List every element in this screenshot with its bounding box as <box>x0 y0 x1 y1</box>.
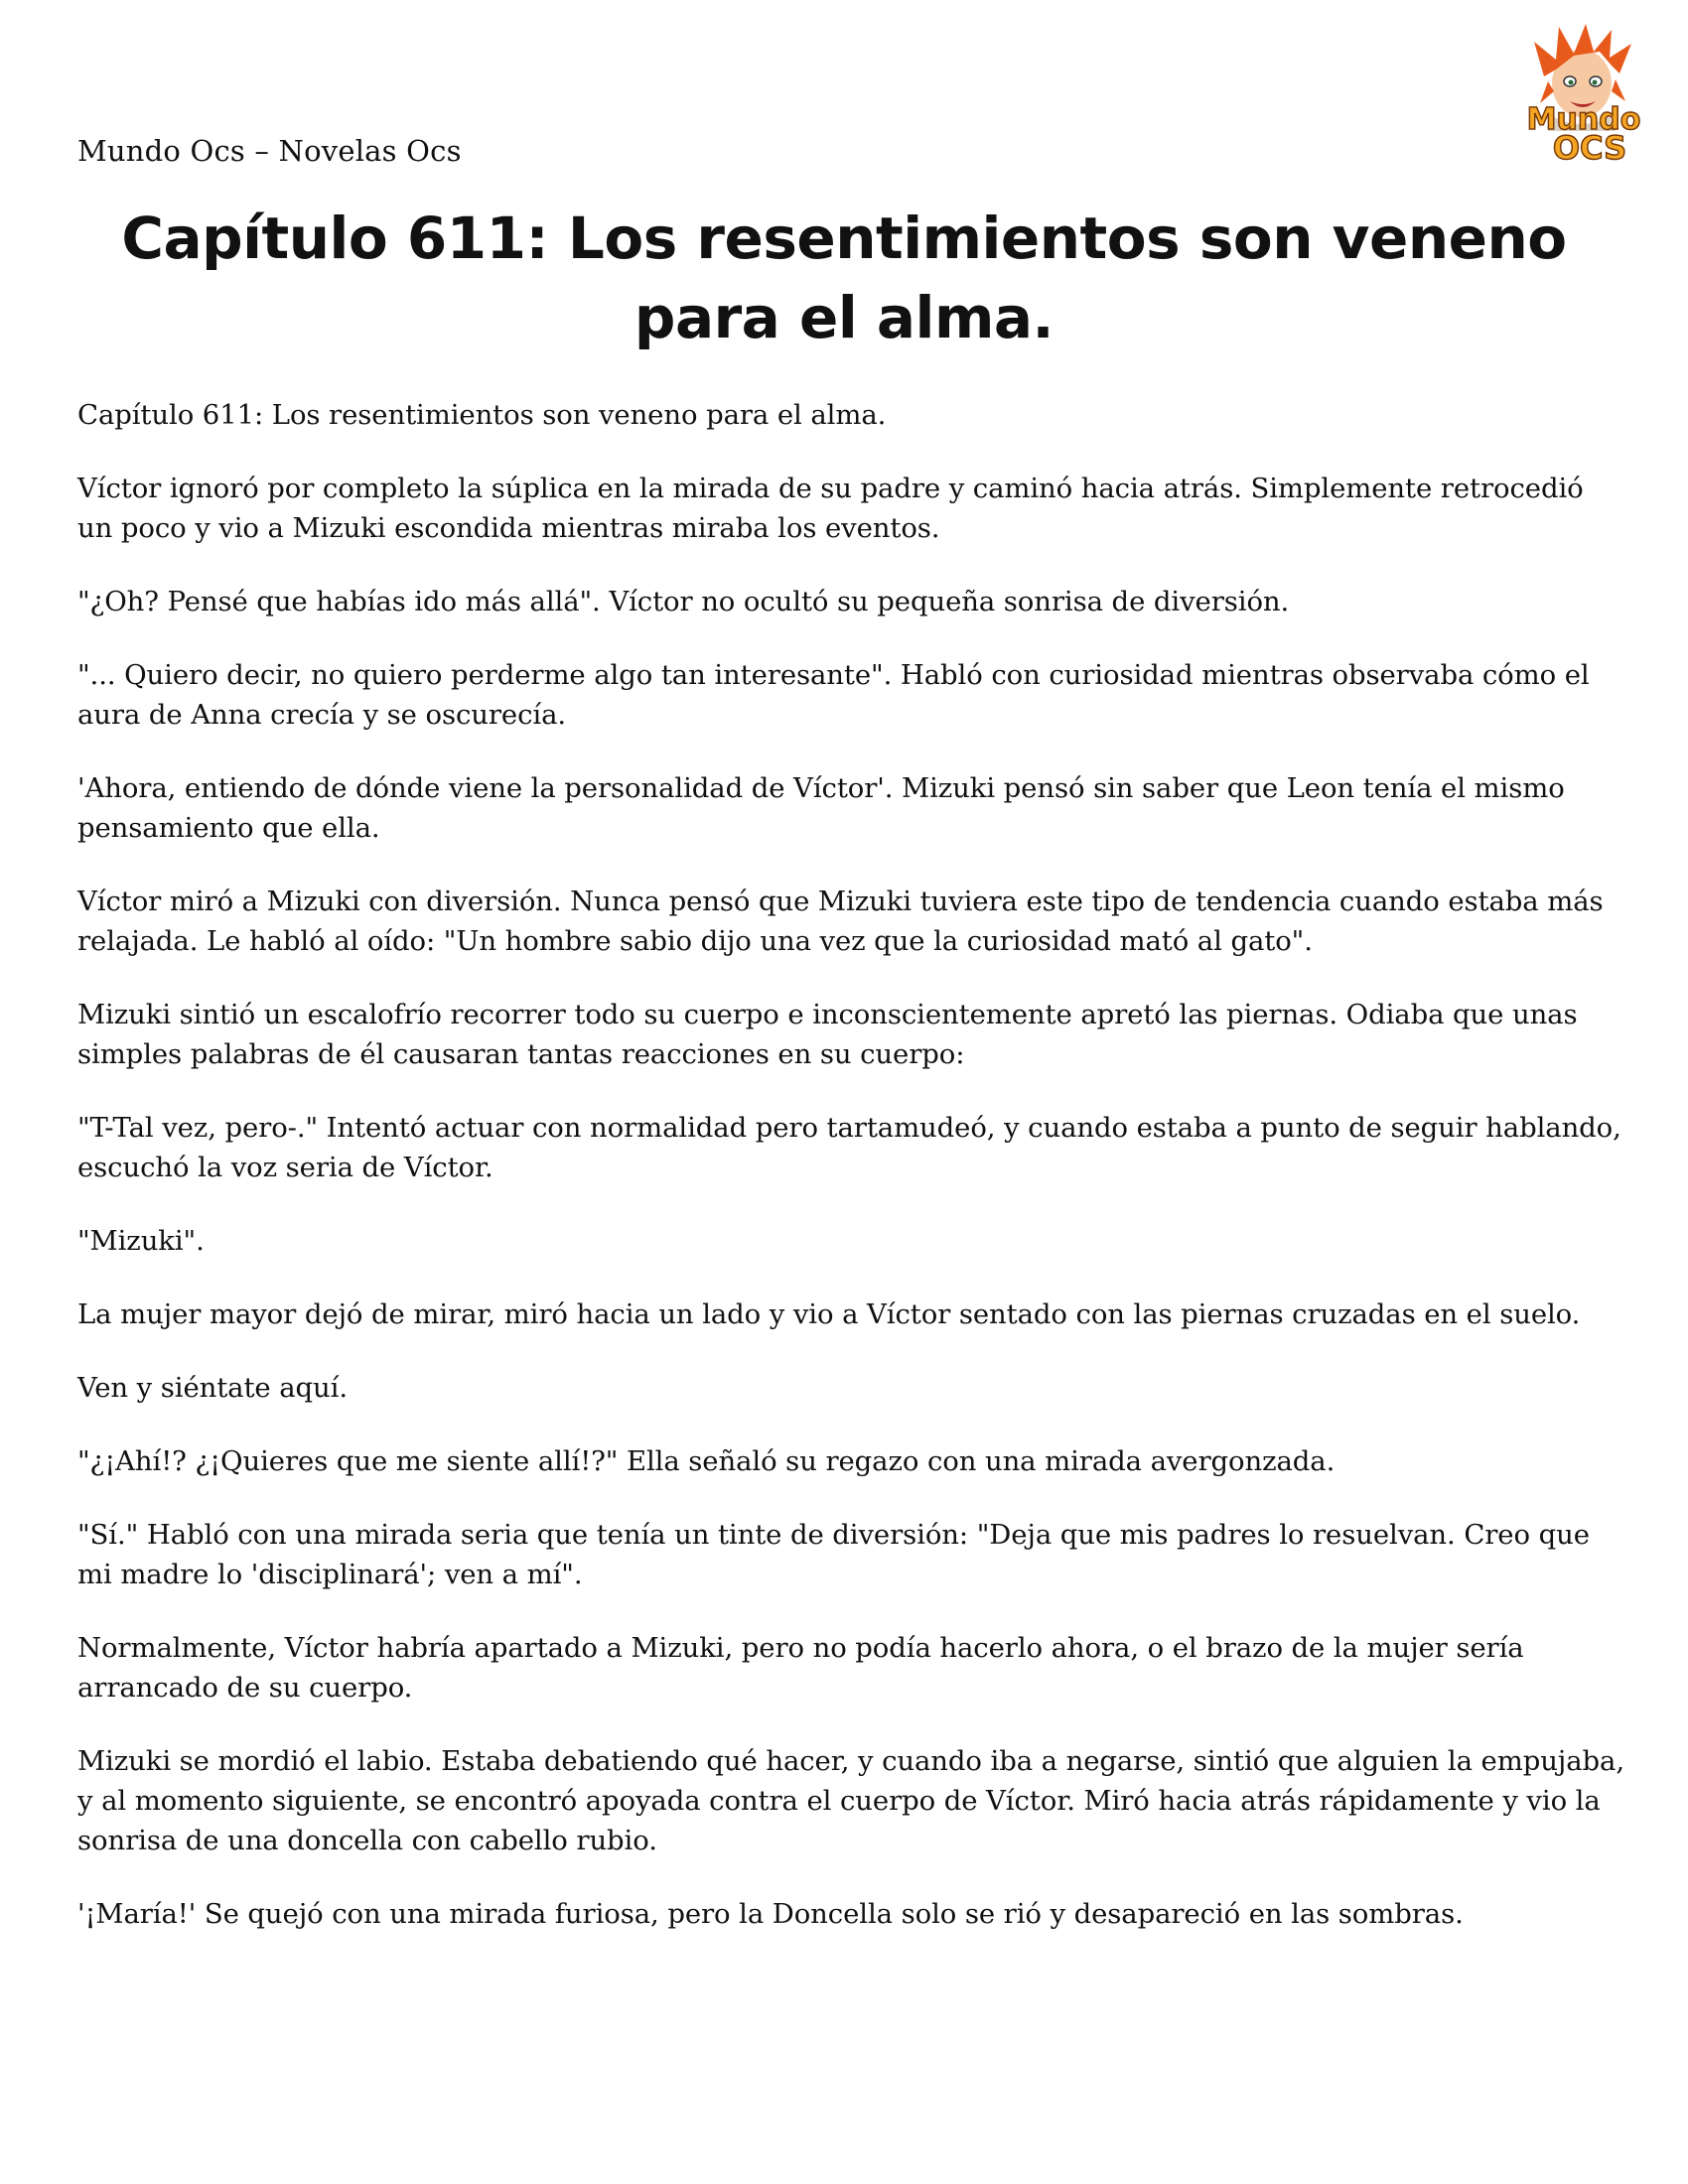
logo-text <box>0 0 1 1</box>
paragraph: Víctor ignoró por completo la súplica en la mirada de su padre y caminó hacia atrás. Simplemente retrocedió un poco y vio a Mizuki escondida mientras miraba los eventos. <box>77 473 1584 544</box>
svg-text:OCS: OCS <box>1552 129 1627 167</box>
paragraph: "... Quiero decir, no quiero perderme algo tan interesante". Habló con curiosidad mientras observaba cómo el aura de Anna crecía y se oscurecía. <box>77 659 1590 731</box>
paragraph: Normalmente, Víctor habría apartado a Mizuki, pero no podía hacerlo ahora, o el brazo de la mujer sería arrancado de su cuerpo. <box>77 1632 1524 1704</box>
mundo-ocs-logo-icon <box>1504 22 1663 173</box>
paragraph: "T-Tal vez, pero-." Intentó actuar con normalidad pero tartamudeó, y cuando estaba a punto de seguir hablando, escuchó la voz seria de Víctor. <box>77 1112 1621 1183</box>
paragraph: '¡María!' Se quejó con una mirada furiosa, pero la Doncella solo se rió y desapareció en las sombras. <box>77 1898 1464 1930</box>
site-header-label: Mundo Ocs – Novelas Ocs <box>77 134 462 168</box>
paragraph: Capítulo 611: Los resentimientos son veneno para el alma. <box>77 399 887 431</box>
paragraph: Víctor miró a Mizuki con diversión. Nunca pensó que Mizuki tuviera este tipo de tendencia cuando estaba más relajada. Le habló al oído: "Un hombre sabio dijo una vez que la curiosidad mató al gato". <box>77 886 1604 957</box>
chapter-title: Capítulo 611: Los resentimientos son veneno para el alma. <box>121 205 1567 351</box>
paragraph: Mizuki sintió un escalofrío recorrer todo su cuerpo e inconscientemente apretó las piernas. Odiaba que unas simples palabras de él causaran tantas reacciones en su cuerpo: <box>77 999 1578 1070</box>
svg-text:Mundo: Mundo <box>1526 102 1641 137</box>
chapter-body <box>77 395 1626 1968</box>
paragraph: Ven y siéntate aquí. <box>77 1372 348 1404</box>
paragraph: La mujer mayor dejó de mirar, miró hacia un lado y vio a Víctor sentado con las piernas cruzadas en el suelo. <box>77 1298 1581 1330</box>
paragraph: "Mizuki". <box>77 1225 205 1257</box>
paragraph: "¿¡Ahí!? ¿¡Quieres que me siente allí!?" Ella señaló su regazo con una mirada avergonzada. <box>77 1445 1336 1477</box>
paragraph: Mizuki se mordió el labio. Estaba debatiendo qué hacer, y cuando iba a negarse, sintió que alguien la empujaba, y al momento siguiente, se encontró apoyada contra el cuerpo de Víctor. Miró hacia atrás rápidamente y vio la sonrisa de una doncella con cabello rubio. <box>77 1745 1624 1856</box>
paragraph: 'Ahora, entiendo de dónde viene la personalidad de Víctor'. Mizuki pensó sin saber que Leon tenía el mismo pensamiento que ella. <box>77 772 1565 844</box>
paragraph: "Sí." Habló con una mirada seria que tenía un tinte de diversión: "Deja que mis padres lo resuelvan. Creo que mi madre lo 'disciplinará'; ven a mí". <box>77 1519 1590 1590</box>
paragraph: "¿Oh? Pensé que habías ido más allá". Víctor no ocultó su pequeña sonrisa de diversión. <box>77 586 1290 617</box>
